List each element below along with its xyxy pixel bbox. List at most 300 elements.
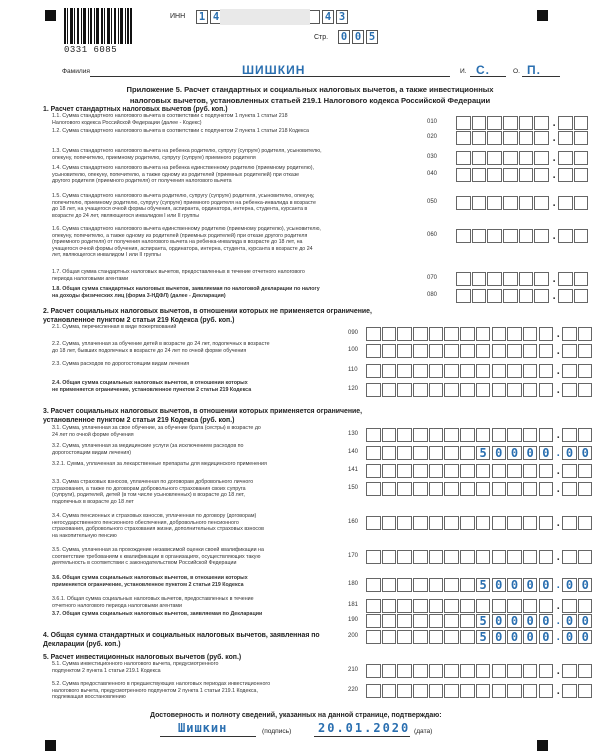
amount-digit-cell[interactable] bbox=[507, 664, 522, 678]
amount-digit-cell[interactable] bbox=[456, 229, 471, 243]
amount-digit-cell[interactable] bbox=[476, 516, 491, 530]
amount-digit-cell[interactable] bbox=[413, 482, 428, 496]
amount-digit-cell[interactable] bbox=[397, 446, 412, 460]
amount-digit-cell[interactable] bbox=[444, 630, 459, 644]
amount-digit-cell[interactable] bbox=[366, 428, 381, 442]
amount-digit-cell[interactable] bbox=[476, 344, 491, 358]
amount-digit-cell[interactable] bbox=[539, 344, 554, 358]
amount-digit-cell[interactable] bbox=[492, 364, 507, 378]
amount-digit-cell[interactable] bbox=[429, 364, 444, 378]
amount-digit-cell[interactable]: 0 bbox=[492, 614, 507, 628]
amount-digit-cell[interactable] bbox=[476, 364, 491, 378]
amount-digit-cell[interactable] bbox=[456, 272, 471, 286]
amount-digit-cell[interactable] bbox=[382, 364, 397, 378]
row-200-amount-field[interactable] bbox=[366, 630, 594, 644]
kopek-digit-cell[interactable]: 0 bbox=[562, 614, 577, 628]
amount-digit-cell[interactable] bbox=[366, 578, 381, 592]
amount-digit-cell[interactable] bbox=[487, 272, 502, 286]
amount-digit-cell[interactable] bbox=[476, 664, 491, 678]
amount-digit-cell[interactable]: 0 bbox=[523, 614, 538, 628]
amount-digit-cell[interactable] bbox=[472, 151, 487, 165]
amount-digit-cell[interactable] bbox=[476, 599, 491, 613]
amount-digit-cell[interactable]: 0 bbox=[539, 578, 554, 592]
amount-digit-cell[interactable] bbox=[366, 614, 381, 628]
amount-digit-cell[interactable] bbox=[444, 578, 459, 592]
amount-digit-cell[interactable] bbox=[460, 344, 475, 358]
amount-digit-cell[interactable] bbox=[444, 344, 459, 358]
amount-digit-cell[interactable] bbox=[444, 327, 459, 341]
amount-digit-cell[interactable] bbox=[534, 289, 549, 303]
amount-digit-cell[interactable] bbox=[539, 516, 554, 530]
kopek-digit-cell[interactable]: 0 bbox=[578, 614, 593, 628]
amount-digit-cell[interactable] bbox=[444, 614, 459, 628]
amount-digit-cell[interactable] bbox=[492, 428, 507, 442]
kopek-digit-cell[interactable] bbox=[558, 116, 573, 130]
kopek-digit-cell[interactable] bbox=[562, 550, 577, 564]
amount-digit-cell[interactable] bbox=[492, 464, 507, 478]
kopek-digit-cell[interactable] bbox=[578, 464, 593, 478]
amount-digit-cell[interactable] bbox=[366, 383, 381, 397]
kopek-digit-cell[interactable] bbox=[574, 116, 589, 130]
amount-digit-cell[interactable] bbox=[460, 550, 475, 564]
row-130-amount-field[interactable] bbox=[366, 428, 594, 442]
amount-digit-cell[interactable] bbox=[539, 599, 554, 613]
amount-digit-cell[interactable] bbox=[413, 684, 428, 698]
amount-digit-cell[interactable] bbox=[413, 578, 428, 592]
amount-digit-cell[interactable] bbox=[429, 630, 444, 644]
amount-digit-cell[interactable] bbox=[507, 464, 522, 478]
row-030-amount-field[interactable] bbox=[456, 151, 590, 165]
amount-digit-cell[interactable] bbox=[503, 151, 518, 165]
amount-digit-cell[interactable] bbox=[476, 464, 491, 478]
amount-digit-cell[interactable] bbox=[460, 428, 475, 442]
amount-digit-cell[interactable] bbox=[507, 599, 522, 613]
amount-digit-cell[interactable] bbox=[534, 116, 549, 130]
kopek-digit-cell[interactable] bbox=[562, 327, 577, 341]
amount-digit-cell[interactable] bbox=[397, 516, 412, 530]
kopek-digit-cell[interactable] bbox=[578, 327, 593, 341]
kopek-digit-cell[interactable] bbox=[562, 599, 577, 613]
amount-digit-cell[interactable] bbox=[472, 229, 487, 243]
amount-digit-cell[interactable] bbox=[472, 289, 487, 303]
amount-digit-cell[interactable] bbox=[507, 364, 522, 378]
amount-digit-cell[interactable] bbox=[413, 614, 428, 628]
kopek-digit-cell[interactable] bbox=[578, 428, 593, 442]
amount-digit-cell[interactable] bbox=[519, 168, 534, 182]
amount-digit-cell[interactable] bbox=[397, 578, 412, 592]
kopek-digit-cell[interactable]: 0 bbox=[578, 630, 593, 644]
amount-digit-cell[interactable] bbox=[382, 383, 397, 397]
inn-digit-cell[interactable]: 4 bbox=[210, 10, 222, 24]
amount-digit-cell[interactable] bbox=[460, 464, 475, 478]
kopek-digit-cell[interactable]: 0 bbox=[562, 630, 577, 644]
amount-digit-cell[interactable] bbox=[413, 428, 428, 442]
amount-digit-cell[interactable] bbox=[382, 684, 397, 698]
amount-digit-cell[interactable] bbox=[503, 168, 518, 182]
amount-digit-cell[interactable]: 0 bbox=[523, 446, 538, 460]
amount-digit-cell[interactable] bbox=[519, 272, 534, 286]
row-140-amount-field[interactable] bbox=[366, 446, 594, 460]
amount-digit-cell[interactable] bbox=[397, 327, 412, 341]
amount-digit-cell[interactable] bbox=[460, 516, 475, 530]
amount-digit-cell[interactable]: 5 bbox=[476, 446, 491, 460]
amount-digit-cell[interactable] bbox=[460, 482, 475, 496]
row-180-amount-field[interactable] bbox=[366, 578, 594, 592]
amount-digit-cell[interactable] bbox=[444, 599, 459, 613]
amount-digit-cell[interactable]: 0 bbox=[492, 578, 507, 592]
amount-digit-cell[interactable] bbox=[429, 383, 444, 397]
amount-digit-cell[interactable] bbox=[413, 383, 428, 397]
amount-digit-cell[interactable] bbox=[476, 550, 491, 564]
amount-digit-cell[interactable] bbox=[397, 599, 412, 613]
amount-digit-cell[interactable] bbox=[444, 550, 459, 564]
amount-digit-cell[interactable] bbox=[523, 664, 538, 678]
kopek-digit-cell[interactable] bbox=[558, 151, 573, 165]
amount-digit-cell[interactable] bbox=[507, 383, 522, 397]
amount-digit-cell[interactable] bbox=[539, 664, 554, 678]
kopek-digit-cell[interactable] bbox=[562, 482, 577, 496]
amount-digit-cell[interactable] bbox=[523, 364, 538, 378]
amount-digit-cell[interactable] bbox=[460, 599, 475, 613]
amount-digit-cell[interactable] bbox=[507, 550, 522, 564]
amount-digit-cell[interactable] bbox=[460, 664, 475, 678]
amount-digit-cell[interactable] bbox=[492, 599, 507, 613]
amount-digit-cell[interactable] bbox=[382, 578, 397, 592]
row-100-amount-field[interactable] bbox=[366, 344, 594, 358]
amount-digit-cell[interactable] bbox=[539, 383, 554, 397]
amount-digit-cell[interactable] bbox=[519, 229, 534, 243]
amount-digit-cell[interactable] bbox=[397, 428, 412, 442]
amount-digit-cell[interactable] bbox=[476, 428, 491, 442]
amount-digit-cell[interactable] bbox=[429, 614, 444, 628]
amount-digit-cell[interactable] bbox=[456, 131, 471, 145]
amount-digit-cell[interactable] bbox=[413, 344, 428, 358]
amount-digit-cell[interactable]: 0 bbox=[539, 446, 554, 460]
amount-digit-cell[interactable] bbox=[539, 482, 554, 496]
amount-digit-cell[interactable] bbox=[366, 344, 381, 358]
kopek-digit-cell[interactable] bbox=[562, 664, 577, 678]
amount-digit-cell[interactable] bbox=[456, 116, 471, 130]
amount-digit-cell[interactable] bbox=[523, 482, 538, 496]
kopek-digit-cell[interactable] bbox=[574, 196, 589, 210]
amount-digit-cell[interactable]: 0 bbox=[523, 630, 538, 644]
amount-digit-cell[interactable] bbox=[397, 630, 412, 644]
row-141-amount-field[interactable] bbox=[366, 464, 594, 478]
amount-digit-cell[interactable] bbox=[413, 464, 428, 478]
kopek-digit-cell[interactable] bbox=[578, 383, 593, 397]
amount-digit-cell[interactable] bbox=[382, 344, 397, 358]
amount-digit-cell[interactable] bbox=[382, 464, 397, 478]
amount-digit-cell[interactable]: 0 bbox=[507, 614, 522, 628]
kopek-digit-cell[interactable] bbox=[574, 289, 589, 303]
amount-digit-cell[interactable] bbox=[366, 364, 381, 378]
inn-digit-cell[interactable]: 4 bbox=[322, 10, 334, 24]
row-170-amount-field[interactable] bbox=[366, 550, 594, 564]
amount-digit-cell[interactable] bbox=[503, 229, 518, 243]
amount-digit-cell[interactable] bbox=[492, 482, 507, 496]
kopek-digit-cell[interactable]: 0 bbox=[562, 446, 577, 460]
amount-digit-cell[interactable] bbox=[487, 289, 502, 303]
amount-digit-cell[interactable] bbox=[382, 428, 397, 442]
amount-digit-cell[interactable]: 0 bbox=[507, 446, 522, 460]
kopek-digit-cell[interactable] bbox=[562, 344, 577, 358]
amount-digit-cell[interactable] bbox=[476, 684, 491, 698]
kopek-digit-cell[interactable] bbox=[574, 272, 589, 286]
kopek-digit-cell[interactable] bbox=[578, 516, 593, 530]
amount-digit-cell[interactable] bbox=[492, 516, 507, 530]
kopek-digit-cell[interactable] bbox=[562, 516, 577, 530]
amount-digit-cell[interactable]: 0 bbox=[507, 578, 522, 592]
row-120-amount-field[interactable] bbox=[366, 383, 594, 397]
amount-digit-cell[interactable] bbox=[472, 272, 487, 286]
row-010-amount-field[interactable] bbox=[456, 116, 590, 130]
amount-digit-cell[interactable] bbox=[460, 446, 475, 460]
amount-digit-cell[interactable] bbox=[413, 630, 428, 644]
amount-digit-cell[interactable] bbox=[487, 151, 502, 165]
amount-digit-cell[interactable] bbox=[460, 614, 475, 628]
amount-digit-cell[interactable] bbox=[413, 364, 428, 378]
amount-digit-cell[interactable]: 0 bbox=[492, 630, 507, 644]
inn-digit-cell[interactable]: 3 bbox=[336, 10, 348, 24]
row-150-amount-field[interactable] bbox=[366, 482, 594, 496]
amount-digit-cell[interactable] bbox=[413, 446, 428, 460]
amount-digit-cell[interactable] bbox=[492, 684, 507, 698]
amount-digit-cell[interactable] bbox=[413, 599, 428, 613]
amount-digit-cell[interactable] bbox=[534, 272, 549, 286]
kopek-digit-cell[interactable] bbox=[558, 272, 573, 286]
amount-digit-cell[interactable] bbox=[429, 599, 444, 613]
amount-digit-cell[interactable] bbox=[503, 116, 518, 130]
amount-digit-cell[interactable] bbox=[523, 684, 538, 698]
row-060-amount-field[interactable] bbox=[456, 229, 590, 243]
amount-digit-cell[interactable] bbox=[503, 289, 518, 303]
amount-digit-cell[interactable] bbox=[456, 151, 471, 165]
kopek-digit-cell[interactable] bbox=[562, 364, 577, 378]
kopek-digit-cell[interactable] bbox=[558, 196, 573, 210]
amount-digit-cell[interactable] bbox=[397, 664, 412, 678]
amount-digit-cell[interactable] bbox=[534, 196, 549, 210]
kopek-digit-cell[interactable] bbox=[578, 364, 593, 378]
amount-digit-cell[interactable] bbox=[444, 383, 459, 397]
amount-digit-cell[interactable] bbox=[472, 196, 487, 210]
amount-digit-cell[interactable] bbox=[523, 428, 538, 442]
amount-digit-cell[interactable] bbox=[460, 630, 475, 644]
amount-digit-cell[interactable] bbox=[523, 327, 538, 341]
kopek-digit-cell[interactable] bbox=[558, 289, 573, 303]
amount-digit-cell[interactable] bbox=[523, 550, 538, 564]
amount-digit-cell[interactable] bbox=[382, 599, 397, 613]
amount-digit-cell[interactable] bbox=[456, 289, 471, 303]
amount-digit-cell[interactable] bbox=[444, 428, 459, 442]
kopek-digit-cell[interactable] bbox=[562, 684, 577, 698]
amount-digit-cell[interactable] bbox=[429, 482, 444, 496]
kopek-digit-cell[interactable] bbox=[562, 428, 577, 442]
kopek-digit-cell[interactable] bbox=[574, 168, 589, 182]
amount-digit-cell[interactable] bbox=[382, 327, 397, 341]
amount-digit-cell[interactable] bbox=[476, 383, 491, 397]
amount-digit-cell[interactable] bbox=[539, 550, 554, 564]
amount-digit-cell[interactable] bbox=[492, 327, 507, 341]
amount-digit-cell[interactable] bbox=[366, 684, 381, 698]
row-181-amount-field[interactable] bbox=[366, 599, 594, 613]
amount-digit-cell[interactable] bbox=[397, 482, 412, 496]
row-040-amount-field[interactable] bbox=[456, 168, 590, 182]
amount-digit-cell[interactable] bbox=[366, 550, 381, 564]
amount-digit-cell[interactable] bbox=[476, 482, 491, 496]
amount-digit-cell[interactable] bbox=[413, 516, 428, 530]
amount-digit-cell[interactable] bbox=[397, 383, 412, 397]
amount-digit-cell[interactable] bbox=[539, 684, 554, 698]
amount-digit-cell[interactable] bbox=[366, 599, 381, 613]
amount-digit-cell[interactable] bbox=[523, 599, 538, 613]
kopek-digit-cell[interactable] bbox=[574, 151, 589, 165]
amount-digit-cell[interactable] bbox=[366, 664, 381, 678]
amount-digit-cell[interactable] bbox=[444, 516, 459, 530]
amount-digit-cell[interactable] bbox=[444, 664, 459, 678]
amount-digit-cell[interactable] bbox=[444, 684, 459, 698]
amount-digit-cell[interactable] bbox=[460, 383, 475, 397]
amount-digit-cell[interactable] bbox=[397, 364, 412, 378]
amount-digit-cell[interactable] bbox=[382, 516, 397, 530]
amount-digit-cell[interactable] bbox=[523, 464, 538, 478]
amount-digit-cell[interactable] bbox=[460, 684, 475, 698]
amount-digit-cell[interactable] bbox=[487, 131, 502, 145]
amount-digit-cell[interactable]: 0 bbox=[539, 630, 554, 644]
row-110-amount-field[interactable] bbox=[366, 364, 594, 378]
amount-digit-cell[interactable] bbox=[444, 482, 459, 496]
amount-digit-cell[interactable] bbox=[456, 196, 471, 210]
amount-digit-cell[interactable] bbox=[382, 614, 397, 628]
amount-digit-cell[interactable] bbox=[460, 327, 475, 341]
amount-digit-cell[interactable] bbox=[487, 168, 502, 182]
amount-digit-cell[interactable] bbox=[366, 482, 381, 496]
amount-digit-cell[interactable] bbox=[366, 630, 381, 644]
amount-digit-cell[interactable]: 0 bbox=[539, 614, 554, 628]
amount-digit-cell[interactable] bbox=[507, 344, 522, 358]
amount-digit-cell[interactable] bbox=[503, 131, 518, 145]
amount-digit-cell[interactable] bbox=[519, 289, 534, 303]
amount-digit-cell[interactable] bbox=[492, 550, 507, 564]
amount-digit-cell[interactable] bbox=[503, 272, 518, 286]
amount-digit-cell[interactable] bbox=[413, 664, 428, 678]
amount-digit-cell[interactable] bbox=[519, 116, 534, 130]
kopek-digit-cell[interactable] bbox=[578, 664, 593, 678]
kopek-digit-cell[interactable] bbox=[558, 168, 573, 182]
amount-digit-cell[interactable]: 5 bbox=[476, 614, 491, 628]
kopek-digit-cell[interactable] bbox=[562, 383, 577, 397]
amount-digit-cell[interactable] bbox=[523, 344, 538, 358]
amount-digit-cell[interactable] bbox=[444, 364, 459, 378]
amount-digit-cell[interactable] bbox=[413, 550, 428, 564]
amount-digit-cell[interactable] bbox=[429, 327, 444, 341]
amount-digit-cell[interactable] bbox=[487, 196, 502, 210]
amount-digit-cell[interactable] bbox=[456, 168, 471, 182]
amount-digit-cell[interactable] bbox=[382, 550, 397, 564]
kopek-digit-cell[interactable] bbox=[574, 229, 589, 243]
kopek-digit-cell[interactable]: 0 bbox=[578, 446, 593, 460]
row-210-amount-field[interactable] bbox=[366, 664, 594, 678]
amount-digit-cell[interactable] bbox=[507, 482, 522, 496]
row-190-amount-field[interactable] bbox=[366, 614, 594, 628]
kopek-digit-cell[interactable] bbox=[578, 344, 593, 358]
amount-digit-cell[interactable] bbox=[507, 684, 522, 698]
amount-digit-cell[interactable] bbox=[534, 151, 549, 165]
row-080-amount-field[interactable] bbox=[456, 289, 590, 303]
kopek-digit-cell[interactable]: 0 bbox=[562, 578, 577, 592]
amount-digit-cell[interactable] bbox=[366, 327, 381, 341]
amount-digit-cell[interactable] bbox=[539, 464, 554, 478]
amount-digit-cell[interactable] bbox=[460, 578, 475, 592]
amount-digit-cell[interactable]: 0 bbox=[492, 446, 507, 460]
kopek-digit-cell[interactable] bbox=[578, 684, 593, 698]
amount-digit-cell[interactable] bbox=[472, 168, 487, 182]
amount-digit-cell[interactable] bbox=[534, 229, 549, 243]
amount-digit-cell[interactable] bbox=[429, 344, 444, 358]
amount-digit-cell[interactable] bbox=[476, 327, 491, 341]
amount-digit-cell[interactable] bbox=[397, 550, 412, 564]
amount-digit-cell[interactable]: 0 bbox=[523, 578, 538, 592]
amount-digit-cell[interactable] bbox=[523, 516, 538, 530]
amount-digit-cell[interactable] bbox=[507, 327, 522, 341]
amount-digit-cell[interactable]: 5 bbox=[476, 630, 491, 644]
amount-digit-cell[interactable] bbox=[472, 131, 487, 145]
amount-digit-cell[interactable] bbox=[487, 116, 502, 130]
amount-digit-cell[interactable] bbox=[539, 428, 554, 442]
amount-digit-cell[interactable] bbox=[429, 578, 444, 592]
amount-digit-cell[interactable] bbox=[429, 446, 444, 460]
amount-digit-cell[interactable] bbox=[503, 196, 518, 210]
amount-digit-cell[interactable] bbox=[539, 364, 554, 378]
amount-digit-cell[interactable] bbox=[534, 168, 549, 182]
amount-digit-cell[interactable] bbox=[507, 516, 522, 530]
kopek-digit-cell[interactable] bbox=[574, 131, 589, 145]
kopek-digit-cell[interactable]: 0 bbox=[578, 578, 593, 592]
amount-digit-cell[interactable] bbox=[492, 664, 507, 678]
amount-digit-cell[interactable] bbox=[413, 327, 428, 341]
amount-digit-cell[interactable] bbox=[429, 464, 444, 478]
kopek-digit-cell[interactable] bbox=[558, 229, 573, 243]
amount-digit-cell[interactable] bbox=[397, 464, 412, 478]
amount-digit-cell[interactable] bbox=[429, 664, 444, 678]
amount-digit-cell[interactable] bbox=[429, 684, 444, 698]
amount-digit-cell[interactable] bbox=[460, 364, 475, 378]
kopek-digit-cell[interactable] bbox=[578, 599, 593, 613]
amount-digit-cell[interactable]: 5 bbox=[476, 578, 491, 592]
amount-digit-cell[interactable] bbox=[507, 428, 522, 442]
amount-digit-cell[interactable] bbox=[444, 464, 459, 478]
amount-digit-cell[interactable] bbox=[523, 383, 538, 397]
amount-digit-cell[interactable]: 0 bbox=[507, 630, 522, 644]
kopek-digit-cell[interactable] bbox=[558, 131, 573, 145]
amount-digit-cell[interactable] bbox=[397, 614, 412, 628]
inn-digit-cell[interactable]: 1 bbox=[196, 10, 208, 24]
amount-digit-cell[interactable] bbox=[492, 383, 507, 397]
amount-digit-cell[interactable] bbox=[366, 464, 381, 478]
row-070-amount-field[interactable] bbox=[456, 272, 590, 286]
kopek-digit-cell[interactable] bbox=[562, 464, 577, 478]
amount-digit-cell[interactable] bbox=[519, 196, 534, 210]
kopek-digit-cell[interactable] bbox=[578, 550, 593, 564]
amount-digit-cell[interactable] bbox=[382, 664, 397, 678]
amount-digit-cell[interactable] bbox=[366, 446, 381, 460]
amount-digit-cell[interactable] bbox=[366, 516, 381, 530]
amount-digit-cell[interactable] bbox=[519, 151, 534, 165]
amount-digit-cell[interactable] bbox=[444, 446, 459, 460]
amount-digit-cell[interactable] bbox=[382, 482, 397, 496]
amount-digit-cell[interactable] bbox=[534, 131, 549, 145]
kopek-digit-cell[interactable] bbox=[578, 482, 593, 496]
row-050-amount-field[interactable] bbox=[456, 196, 590, 210]
